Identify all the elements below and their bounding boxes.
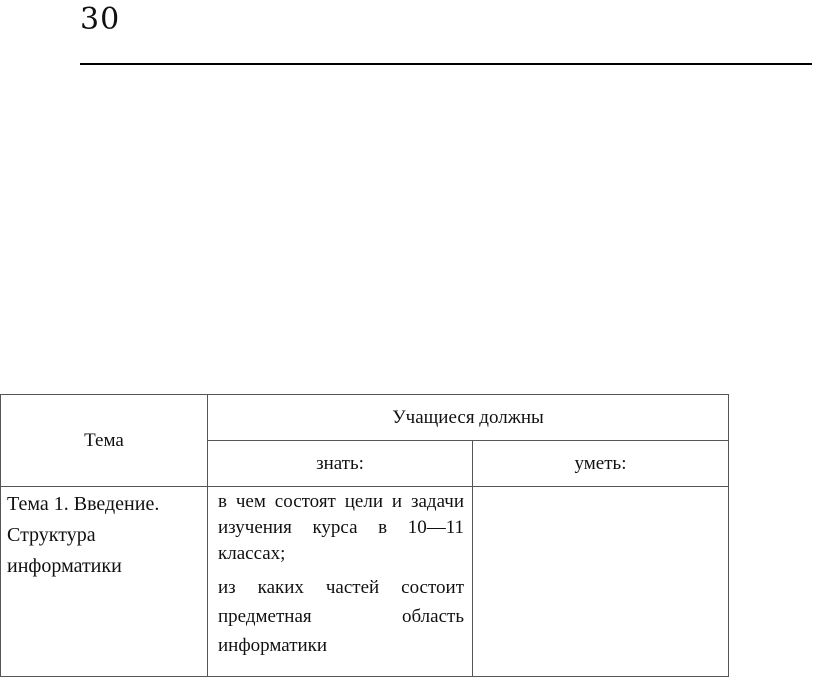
header-topic: Тема	[1, 395, 208, 487]
page-number: 30	[80, 2, 121, 37]
know-item: в чем состоят цели и задачи изучения курса в 10—11 классах;	[218, 491, 464, 564]
topic-text: Тема 1. Введение. Структура информатики	[7, 493, 160, 577]
header-rule	[80, 63, 812, 65]
table-row-can	[473, 487, 729, 677]
table-row-know	[208, 487, 473, 677]
header-students-must: Учащиеся должны	[208, 395, 729, 441]
header-can: уметь:	[473, 441, 729, 487]
table-row-topic	[1, 487, 208, 677]
header-know: знать:	[208, 441, 473, 487]
know-item: из каких частей состоит предметная область информатики	[218, 577, 464, 656]
curriculum-table	[0, 394, 729, 677]
